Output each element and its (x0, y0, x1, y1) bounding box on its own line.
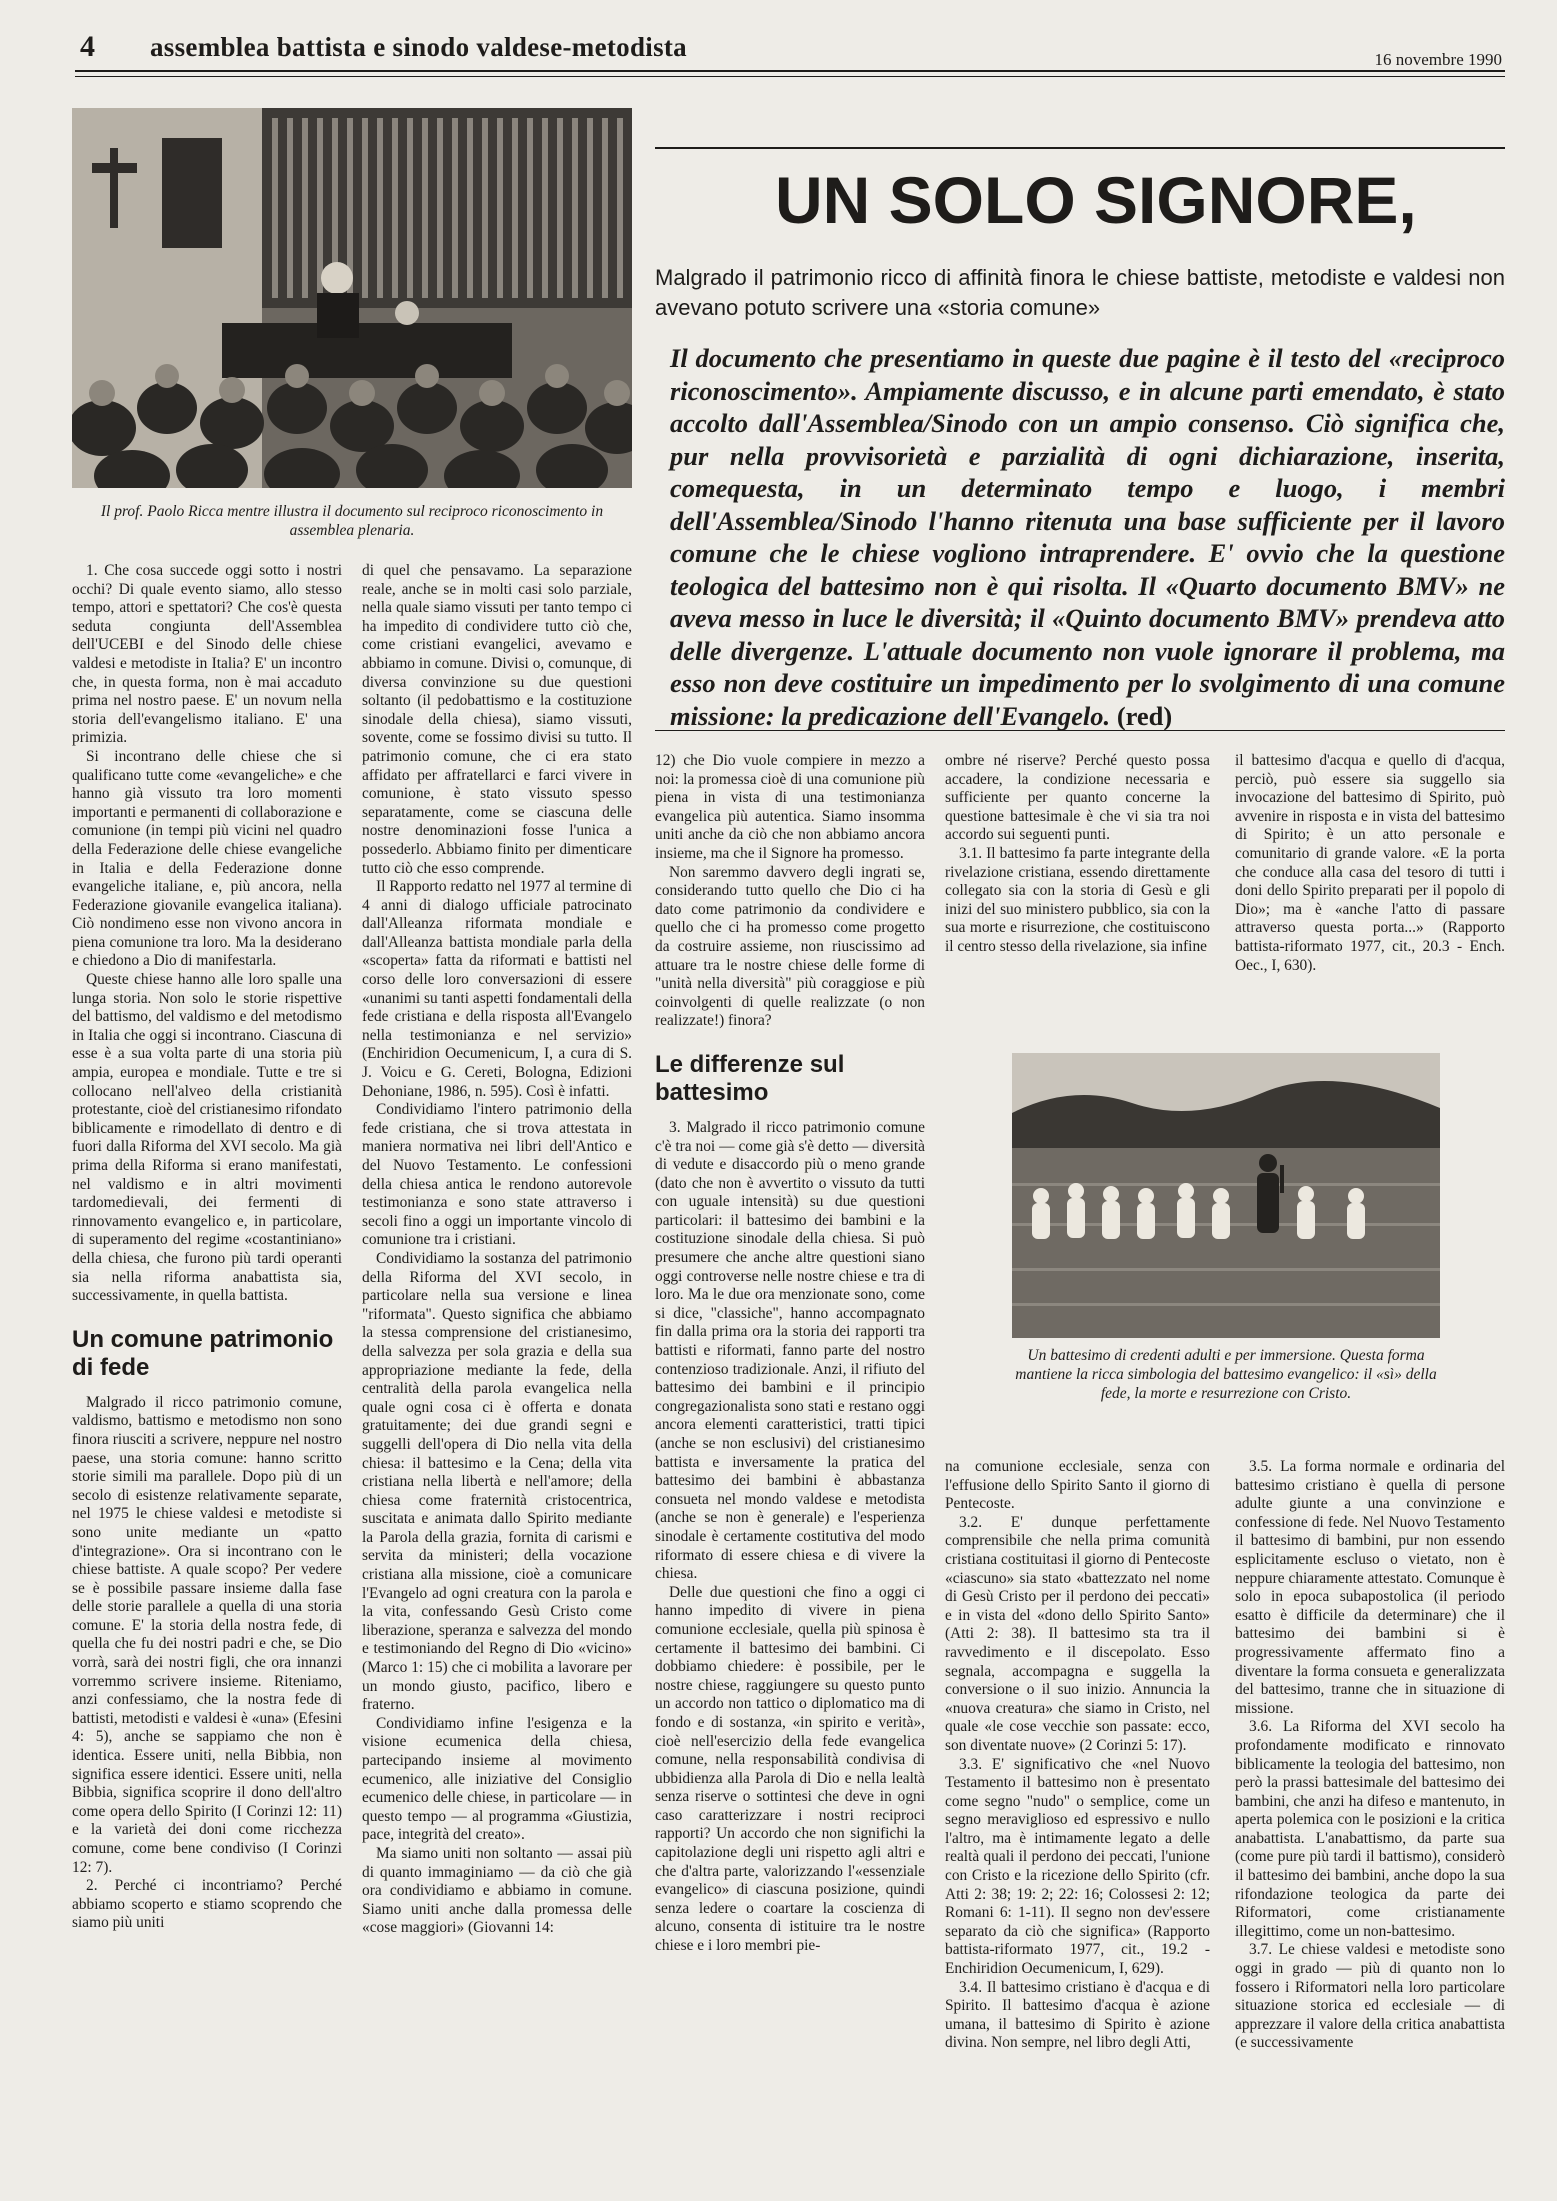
paragraph: Si incontrano delle chiese che si qualificano tutte come «evangeliche» e che hanno già vissuto tra loro momenti importanti e permanenti di collaborazione e comunione (in tempi più vicini nel quadro della Federazione delle chiese evangeliche in Italia e della Federazione donne evangeliche italiane, e, più ancora, nella Federazione giovanile evangelica italiana). Ciò nondimeno esse non vivono ancora in piena comunione tra loro. Ma la desiderano e chiedono a Dio di manifestarla. (72, 747, 342, 970)
paragraph: Condividiamo infine l'esigenza e la visione ecumenica della chiesa, partecipando insieme al movimento ecumenico, alle iniziative del Consiglio ecumenico delle chiese, in particolare — in questo tempo — al programma «Giustizia, pace, integrità del creato». (362, 1714, 632, 1844)
paragraph: 3.2. E' dunque perfettamente comprensibile che nella prima comunità cristiana costituitasi il giorno di Pentecoste «ciascuno» sia stato «battezzato nel nome di Gesù Cristo per il perdono dei peccati» e in vista del «dono dello Spirito Santo» (Atti 2: 38). Il battesimo sta tra il ravvedimento e il discepolato. Esso segnala, accompagna e suggella la conversione o il suo inizio. Annuncia la «nuova creatura» che siamo in Cristo, nel quale «le cose vecchie son passate: ecco, son diventate nuove» (2 Corinzi 5: 17). (945, 1513, 1210, 1754)
paragraph: Il Rapporto redatto nel 1977 al termine di 4 anni di dialogo ufficiale patrocinato dall'Alleanza riformata mondiale e dall'Alleanza battista mondiale parla della «scoperta» fatta da riformati e battisti nel corso delle loro conversazioni di essere «unanimi su tanti aspetti fondamentali della fede cristiana e della risposta all'Evangelo nella testimonianza e nel servizio» (Enchiridion Oecumenicum, I, a cura di S. J. Voicu e G. Cereti, Bologna, Edizioni Dehoniane, 1986, n. 595). Così è infatti. (362, 878, 633, 1100)
paragraph: na comunione ecclesiale, senza con l'effusione dello Spirito Santo il giorno di Pentecoste. (945, 1458, 1210, 1513)
text-column-2 (362, 562, 632, 1938)
paragraph: 12) che Dio vuole compiere in mezzo a noi: la promessa cioè di una comunione più piena in vista di una testimonianza evangelica più autentica. Siamo insomma uniti anche da ciò che non abbiamo ancora insieme, ma che il Signore ha promesso. (655, 752, 925, 862)
paragraph: 1. Che cosa succede oggi sotto i nostri occhi? Di quale evento siamo, allo stesso tempo, attori e spettatori? Che cos'è questa seduta congiunta dell'Assemblea dell'UCEBI e del Sinodo delle chiese valdesi e metodiste in Italia? E' un incontro che, in questa forma, non è mai accaduto prima nel nostro paese. E' un novum nella storia dell'evangelismo italiano. E' una primizia. (72, 562, 342, 747)
text-column-7 (1235, 1458, 1505, 2053)
assembly-photo (72, 108, 632, 488)
section-heading: Le differenze sul battesimo (655, 1050, 845, 1106)
paragraph: 3.4. Il battesimo cristiano è d'acqua e di Spirito. Il battesimo d'acqua è azione umana, il battesimo di Spirito è azione divina. Non sempre, nel libro degli Atti, (945, 1978, 1210, 2052)
paragraph: 3.3. E' significativo che «nel Nuovo Testamento il battesimo non è presentato come segno "nudo" o semplice, come un segno meraviglioso ed espressivo e nullo l'altro, ma è intimamente legato a delle realtà quali il perdono dei peccati, l'unione con Cristo e la ricezione dello Spirito (cfr. Atti 2: 38; 19: 2; 22: 16; Colossesi 2: 12; Romani 6: 1-11). Il segno non dev'essere separato da ciò che significa» (Rapporto battista-riformato 1977, cit., 19.2 - Enchiridion Oecumenicum, I, 629). (945, 1755, 1210, 1978)
paragraph: 3.1. Il battesimo fa parte integrante della rivelazione cristiana, essendo direttamente collegato sia con la storia di Gesù e gli inizi del suo ministero pubblico, sia con la sua morte e risurrezione, che costituiscono il centro stesso della rivelazione, sia infine (945, 844, 1210, 955)
article-intro (670, 342, 1505, 732)
assembly-photo-caption: Il prof. Paolo Ricca mentre illustra il documento sul reciproco riconoscimento in assemblea plenaria. (100, 503, 604, 539)
intro-rule (655, 730, 1505, 731)
paragraph: Non saremmo davvero degli ingrati se, considerando tutto quello che Dio ci ha dato come patrimonio da condividere e quello che ci ha promesso come progetto da costruire assieme, non riuscissimo ad attuare tra le nostre chiese delle forme di "unità nella diversità" più coraggiose e più coinvolgenti di quelle realizzate (o non realizzate!) finora? (655, 863, 925, 1030)
paragraph: 3.6. La Riforma del XVI secolo ha profondamente modificato e rinnovato biblicamente la teologia del battesimo, non però la prassi battesimale del battesimo dei bambini, che anzi ha difeso e mantenuto, in aperta polemica con le posizioni e la critica anabattista. L'anabattismo, da parte sua (come pure più tardi il battismo), considerò il battesimo dei bambini, anche dopo la sua rifondazione teologica da parte dei Riformatori, come cristianamente illegittimo, come un non-battesimo. (1235, 1718, 1505, 1940)
intro-signature: (red) (1116, 700, 1173, 731)
text-column-5 (1235, 752, 1505, 975)
paragraph: Malgrado il ricco patrimonio comune, valdismo, battismo e metodismo non sono finora riusciti a scrivere, neppure nel nostro paese, una storia comune: hanno scritto storie simili ma parallele. Dopo più di un secolo di esistenze relativamente separate, nel 1975 le chiese valdesi e metodiste si sono unite mediante un «patto d'integrazione». Ora si incontrano con le chiese battiste. A quale scopo? Per vedere se è possibile passare insieme dalla fase delle storie parallele a quella di una storia comune. E' la storia della nostra fede, di quella che fu dei nostri padri e che, se Dio vorrà, sarà dei nostri figli, che ora innanzi vorremmo scrivere insieme. Riteniamo, anzi confessiamo, che la nostra fede di battisti, metodisti e valdesi è «una» (Efesini 4: 5), anche se sappiamo che non è identica. Essere uniti, nella Bibbia, non significa essere identici. Essere uniti, nella Bibbia, significa scoprire il dono dell'altro come opera dello Spirito (I Corinzi 12: 11) e la varietà dei doni come ricchezza comune, come bene condiviso (I Corinzi 12: 7). (72, 1393, 342, 1876)
paragraph: 3.7. Le chiese valdesi e metodiste sono oggi in grado — più di quanto non lo fossero i Riformatori nella loro particolare situazione storica ed ecclesiale — di apprezzare il valore della critica anabattista (e successivamente (1235, 1941, 1505, 2052)
section-heading: Un comune patrimonio di fede (72, 1325, 334, 1381)
paragraph: Condividiamo l'intero patrimonio della fede cristiana, che si trova attestata in maniera normativa nei libri dell'Antico e del Nuovo Testamento. Le confessioni della chiesa antica le rendono autorevole testimonianza e sono state attraverso i secoli fino a oggi un importante vincolo di comunione tra i cristiani. (362, 1101, 632, 1249)
header-rule (75, 70, 1505, 72)
paragraph: 2. Perché ci incontriamo? Perché abbiamo scoperto e stiamo scoprendo che siamo più uniti (72, 1877, 342, 1932)
paragraph: 3.5. La forma normale e ordinaria del battesimo cristiano è quella di persone adulte giunte a una convinzione e confessione di fede. Nel Nuovo Testamento il battesimo di bambini, pur non essendo esplicitamente escluso o vietato, non è neppure chiaramente attestato. Comunque è solo in epoca subapostolica (il periodo esatto è difficile da determinare) che il battesimo dei bambini si è progressivamente affermato fino a diventare la forma consueta e generalizzata del battesimo, tranne che in situazione di missione. (1235, 1458, 1505, 1717)
paragraph: di quel che pensavamo. La separazione reale, anche se in molti casi solo parziale, nella quale siamo vissuti per tanto tempo ci ha impedito di condividere tutto ciò che, come cristiani evangelici, avevamo e abbiamo in comune. Divisi o, comunque, di diversa convinzione su due questioni soltanto (il pedobattismo e la costituzione sinodale della chiesa), siamo vissuti, sovente, come se fossimo divisi su tutto. Il patrimonio comune, che ci era stato affidato per affratellarci e farci vivere in comunione, è stato vissuto spesso separatamente, come se ciascuna delle nostre denominazioni fosse l'unica a possederlo. Abbiamo finito per dimenticare tutto ciò che esso comprende. (362, 562, 632, 877)
text-column-1 (72, 562, 342, 1933)
paragraph: Ma siamo uniti non soltanto — assai più di quanto immaginiamo — da ciò che già ora condividiamo e abbiamo in comune. Siamo uniti anche dalla promessa delle «cose maggiori» (Giovanni 14: (362, 1844, 632, 1937)
article-headline: UN SOLO SIGNORE, (775, 163, 1417, 237)
baptism-river-illustration (1012, 1053, 1440, 1338)
paragraph: Delle due questioni che fino a oggi ci hanno impedito di vivere in piena comunione ecclesiale, quella più spinosa è certamente il battesimo dei bambini. Ci dobbiamo chiedere: è possibile, per le nostre chiese, raggiungere su questo punto un accordo non tattico o diplomatico ma di fondo e di sostanza, «in spirito e verità», cioè nell'esercizio della fede evangelica comune, nella responsabilità condivisa di ubbidienza alla Parola di Dio e nella lealtà senza riserve o sottintesi che deve in ogni caso caratterizzare i nostri reciproci rapporti? Un accordo che non significhi la capitolazione degli uni rispetto agli altri e che d'altra parte, valorizzando l'«essenziale evangelico» di ciascuna posizione, quindi senza ledere o coartare la coscienza di alcuno, consenta di istituire tra le nostre chiese e i loro membri pie- (655, 1583, 925, 1955)
intro-text: Il documento che presentiamo in queste due pagine è il testo del «reciproco riconoscimento». Ampiamente discusso, e in alcune parti emendato, è stato accolto dall'Assemblea/Sinodo con un ampio consenso. Ciò significa che, pur nella provvisorietà e parzialità di ogni dichiarazione, inserita, comequesta, in un determinato tempo e luogo, i membri dell'Assemblea/Sinodo l'hanno ritenuta una base sufficiente per il lavoro comune che le chiese vogliono intraprendere. E' ovvio che la questione teologica del battesimo non è qui risolta. Il «Quarto documento BMV» ne aveva messo in luce le diversità; il «Quinto documento BMV» prendeva atto delle divergenze. L'attuale documento non vuole ignorare il problema, ma esso non deve costituire un impedimento per lo svolgimento di una comune missione: la predicazione dell'Evangelo. (670, 343, 1505, 731)
text-column-4 (945, 752, 1210, 957)
issue-date: 16 novembre 1990 (1374, 50, 1502, 69)
text-column-3 (655, 752, 925, 1956)
headline-rule (655, 147, 1505, 149)
baptism-photo-caption: Un battesimo di credenti adulti e per immersione. Questa forma mantiene la ricca simbologia del battesimo evangelico: il «sì» della fede, la morte e resurrezione con Cristo. (1015, 1347, 1437, 1402)
text-column-6 (945, 1458, 1210, 2053)
page-number: 4 (80, 30, 95, 63)
paragraph: ombre né riserve? Perché questo possa accadere, la condizione necessaria e sufficiente per quanto concerne la questione battesimale è che vi sia tra noi accordo sui seguenti punti. (945, 752, 1210, 844)
article-deck: Malgrado il patrimonio ricco di affinità finora le chiese battiste, metodiste e valdesi non avevano potuto scrivere una «storia comune» (655, 265, 1505, 320)
assembly-hall-illustration (72, 108, 632, 488)
paragraph: Queste chiese hanno alle loro spalle una lunga storia. Non solo le storie rispettive del battismo, del valdismo e del metodismo in Italia che oggi si incontrano. Ciascuna di esse è a sua volta parte di una storia più ampia, europea e mondiale. Tutte e tre si collocano nell'alveo della cristianità protestante, cioè del cristianesimo rifondato biblicamente e rimodellato di dentro e di fuori dalla Riforma del XVI secolo. Ma già prima della Riforma si erano manifestati, nel valdismo e in altri movimenti tardomedievali, dei fermenti di rinnovamento evangelico e, in particolare, di superamento del regime «costantiniano» della chiesa, che furono più tardi operanti sia nella riforma anabattista sia, successivamente, in quella battista. (72, 971, 342, 1305)
paragraph: il battesimo d'acqua e quello di d'acqua, perciò, può essere sia suggello sia invocazione del battesimo di Spirito, può avvenire in risposta e in vista del battesimo di Spirito; è un atto personale e comunitario di grande valore. «E la porta che conduce alla casa del tesoro di tutti i doni dello Spirito preparati per il popolo di Dio»; ma è «anche l'atto di passare attraverso questa porta...» (Rapporto battista-riformato 1977, cit., 20.3 - Ench. Oec., I, 630). (1235, 752, 1505, 974)
baptism-photo (1012, 1053, 1440, 1338)
paragraph: Condividiamo la sostanza del patrimonio della Riforma del XVI secolo, in particolare nella sua versione e linea "riformata". Questo significa che abbiamo la stessa comprensione del cristianesimo, della salvezza per sola grazia e della sua appropriazione mediante la fede, della centralità della parola evangelica nella quale ogni cosa ci è offerta e donata gratuitamente; dei due grandi segni e suggelli dell'opera di Dio nella vita della chiesa: il battesimo e la Cena; della vita cristiana nella libertà e nell'amore; della chiesa come fraternità cristocentrica, suscitata e animata dallo Spirito mediante la Parola della grazia, fornita di carismi e servita da ministeri; della vocazione cristiana alla missione, cioè a comunicare l'Evangelo ad ogni creatura con la parola e la vita, confessando Gesù Cristo come liberazione, speranza e salvezza del mondo e testimoniando del Regno di Dio «vicino» (Marco 1: 15) che ci mobilita a lavorare per un mondo giusto, pacifico, libero e fraterno. (362, 1249, 632, 1714)
header-rule-thin (75, 76, 1505, 77)
running-title: assemblea battista e sinodo valdese-metodista (150, 32, 687, 62)
paragraph: 3. Malgrado il ricco patrimonio comune c'è tra noi — come già s'è detto — diversità di vedute e disaccordo più o meno grande (dato che non è avvertito o vissuto da tutti con uguale intensità) su due questioni particolari: il battesimo dei bambini e la costituzione sinodale della chiesa. Si può presumere che anche altre questioni siano oggi controverse nelle nostre chiese e tra di loro. Ma le due ora menzionate sono, come si dice, "classiche", hanno accompagnato fin dalla prima ora la storia dei rapporti tra battisti e riformati, fanno parte del nostro contenzioso tradizionale. Anzi, il rifiuto del battesimo dei bambini e il principio congregazionalista sono stati e restano oggi ancora elementi caratteristici, tratti tipici (anche se non esclusivi) del cristianesimo battista e inversamente la pratica del battesimo dei bambini è abbastanza consueta nel mondo valdese e metodista (anche se non è generale) e l'esperienza sinodale è certamente costitutiva del modo riformato di essere chiesa e di vivere la chiesa. (655, 1118, 925, 1583)
